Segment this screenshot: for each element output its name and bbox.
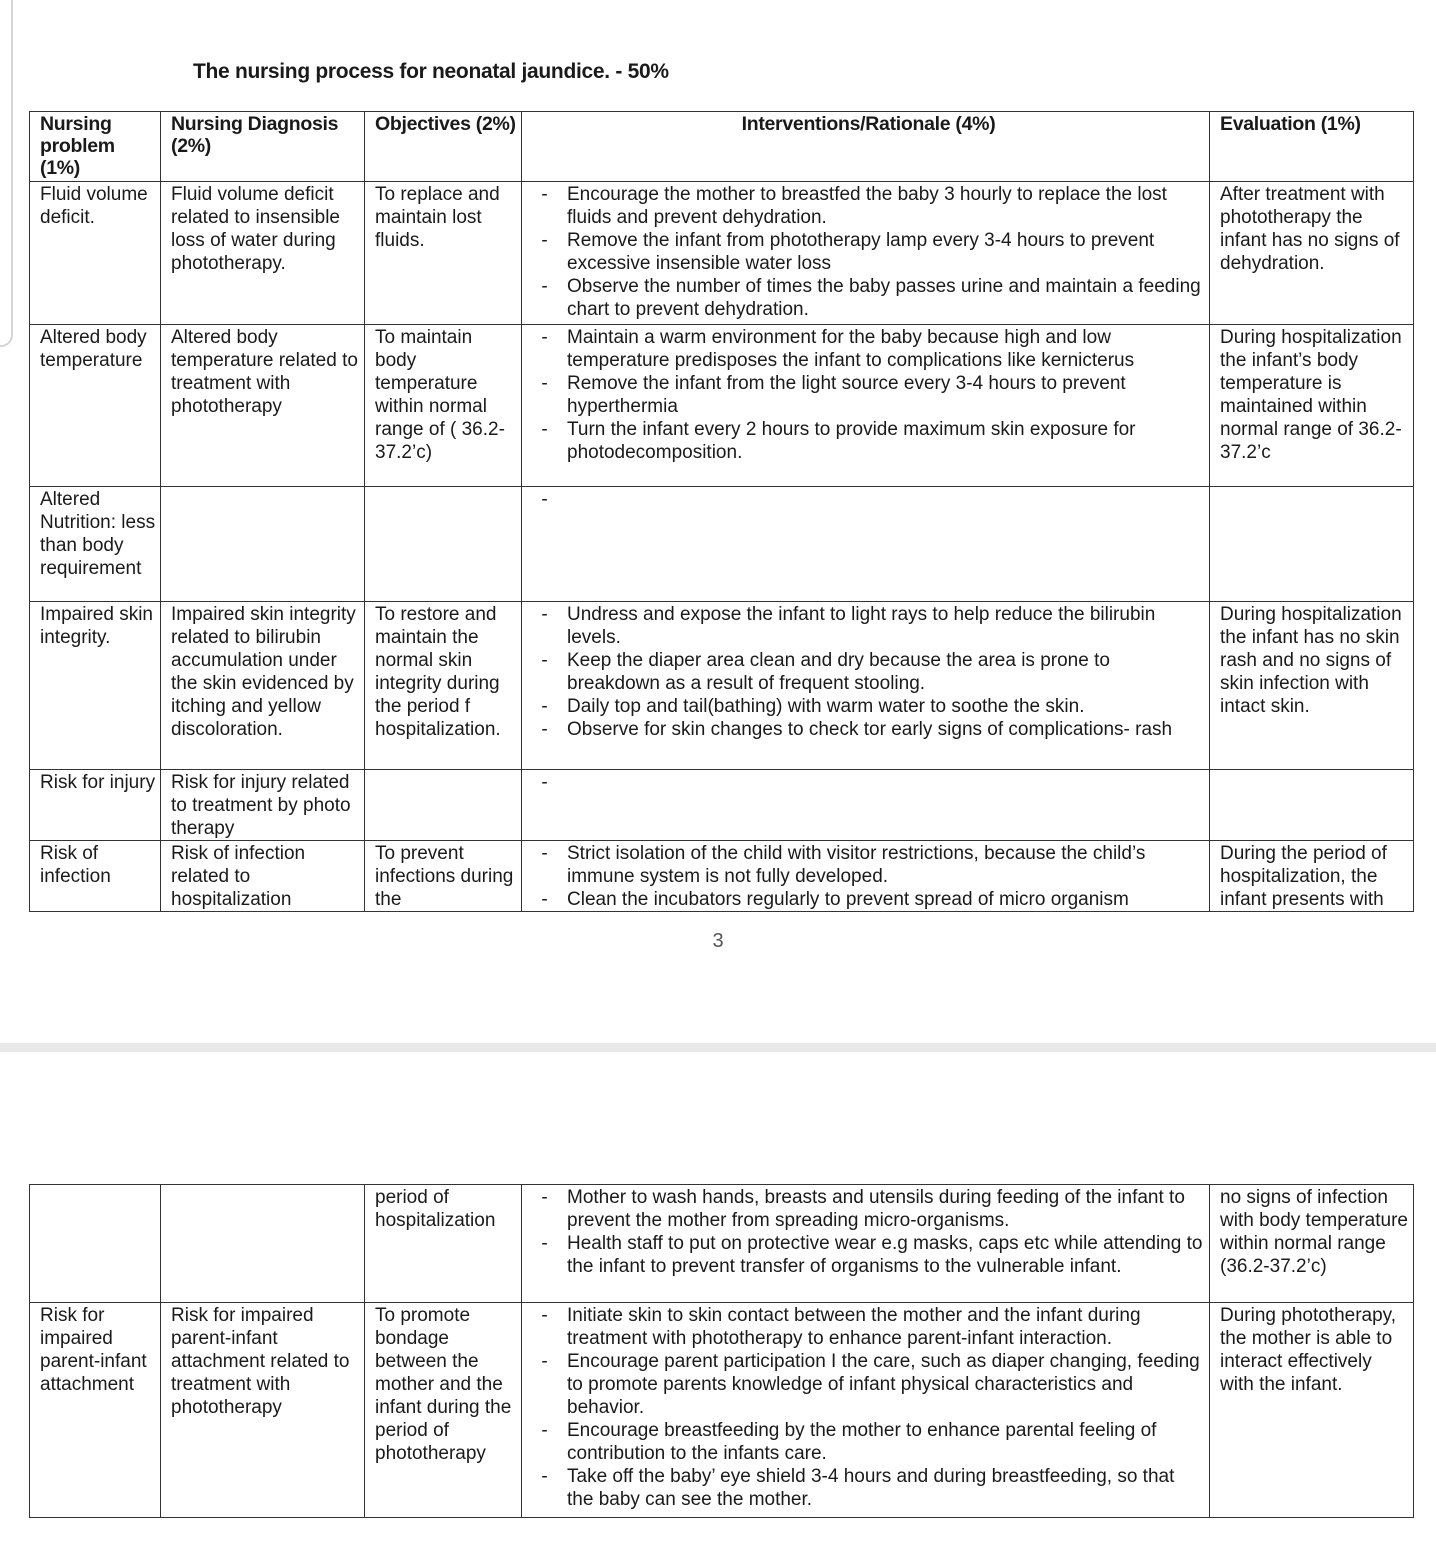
interventions-list: [522, 488, 1203, 511]
intervention-text: Encourage the mother to breastfed the baby 3 hourly to replace the lost fluids and prevent dehydration.: [567, 184, 1167, 228]
bullet-dash: -: [541, 1233, 548, 1254]
nursing-process-table: [29, 111, 1414, 912]
bullet-dash: -: [541, 1420, 548, 1441]
intervention-text: [567, 771, 1203, 794]
intervention-text: Remove the infant from phototherapy lamp every 3-4 hours to prevent excessive insensible water loss: [567, 230, 1155, 274]
nursing-problem-cell: Risk for injury: [30, 770, 161, 841]
intervention-text: Turn the infant every 2 hours to provide maximum skin exposure for photodecomposition.: [567, 419, 1136, 463]
objectives-cell: To prevent infections during the: [365, 841, 522, 912]
nursing-diagnosis-cell: [161, 487, 365, 602]
intervention-text: Initiate skin to skin contact between the mother and the infant during treatment with phototherapy to enhance parent-infant interaction.: [567, 1305, 1141, 1349]
evaluation-cell: After treatment with phototherapy the infant has no signs of dehydration.: [1210, 182, 1414, 325]
intervention-item: [522, 1419, 1203, 1465]
nursing-diagnosis-cell: Fluid volume deficit related to insensible loss of water during phototherapy.: [161, 182, 365, 325]
table-row: [30, 770, 1414, 841]
intervention-text: Encourage breastfeeding by the mother to enhance parental feeling of contribution to the infants care.: [567, 1420, 1157, 1464]
table-header-row: [30, 112, 1414, 182]
bullet-dash: -: [541, 650, 548, 671]
bullet-dash: -: [541, 1187, 548, 1208]
intervention-item: [522, 372, 1203, 418]
interventions-cell: [522, 1303, 1210, 1518]
interventions-cell: [522, 182, 1210, 325]
interventions-cell: [522, 487, 1210, 602]
interventions-list: [522, 603, 1203, 741]
nursing-problem-cell: Altered Nutrition: less than body requirement: [30, 487, 161, 602]
interventions-list: [522, 1304, 1203, 1511]
page-number: 3: [712, 930, 724, 952]
intervention-item: [522, 418, 1203, 464]
nursing-diagnosis-cell: Risk for injury related to treatment by photo therapy: [161, 770, 365, 841]
nursing-problem-cell: Fluid volume deficit.: [30, 182, 161, 325]
objectives-cell: [365, 487, 522, 602]
intervention-text: Strict isolation of the child with visitor restrictions, because the child’s immune system is not fully developed.: [567, 843, 1146, 887]
interventions-cell: [522, 325, 1210, 487]
bullet-dash: -: [541, 1351, 548, 1372]
evaluation-cell: [1210, 487, 1414, 602]
objectives-cell: To restore and maintain the normal skin integrity during the period f hospitalization.: [365, 602, 522, 770]
bullet-dash: -: [541, 843, 548, 864]
intervention-text: Mother to wash hands, breasts and utensils during feeding of the infant to prevent the mother from spreading micro-organisms.: [567, 1187, 1185, 1231]
intervention-item: [522, 649, 1203, 695]
intervention-item: [522, 1465, 1203, 1511]
bullet-dash: -: [541, 719, 548, 740]
intervention-item: [522, 275, 1203, 321]
table-body: [30, 182, 1414, 912]
intervention-text: Maintain a warm environment for the baby because high and low temperature predisposes the infant to complications like kernicterus: [567, 327, 1135, 371]
intervention-text: Keep the diaper area clean and dry because the area is prone to breakdown as a result of frequent stooling.: [567, 650, 1110, 694]
nursing-diagnosis-cell: Impaired skin integrity related to bilirubin accumulation under the skin evidenced by itching and yellow discoloration.: [161, 602, 365, 770]
intervention-text: Daily top and tail(bathing) with warm water to soothe the skin.: [567, 696, 1085, 717]
interventions-list: [522, 326, 1203, 464]
nursing-diagnosis-cell: [161, 1185, 365, 1303]
evaluation-cell: During hospitalization the infant’s body temperature is maintained within normal range of 36.2-37.2’c: [1210, 325, 1414, 487]
interventions-cell: [522, 770, 1210, 841]
bullet-dash: -: [541, 230, 548, 251]
nursing-problem-cell: Impaired skin integrity.: [30, 602, 161, 770]
table-body-continued: [30, 1185, 1414, 1518]
intervention-item: [522, 229, 1203, 275]
bullet-dash: -: [541, 1305, 548, 1326]
evaluation-cell: During phototherapy, the mother is able to interact effectively with the infant.: [1210, 1303, 1414, 1518]
nursing-problem-cell: Altered body temperature: [30, 325, 161, 487]
nursing-problem-cell: Risk for impaired parent-infant attachment: [30, 1303, 161, 1518]
header-interventions: Interventions/Rationale (4%): [522, 112, 1210, 182]
intervention-item: [522, 718, 1203, 741]
intervention-text: Observe for skin changes to check tor early signs of complications- rash: [567, 719, 1173, 740]
evaluation-cell: [1210, 770, 1414, 841]
page-separator: [0, 1043, 1436, 1052]
nursing-problem-cell: Risk of infection: [30, 841, 161, 912]
table-row: [30, 182, 1414, 325]
bullet-dash: -: [541, 419, 548, 440]
nursing-diagnosis-cell: Risk of infection related to hospitalization: [161, 841, 365, 912]
intervention-text: Observe the number of times the baby passes urine and maintain a feeding chart to prevent dehydration.: [567, 276, 1201, 320]
bullet-dash: -: [541, 772, 548, 793]
intervention-text: Undress and expose the infant to light rays to help reduce the bilirubin levels.: [567, 604, 1156, 648]
objectives-cell: period of hospitalization: [365, 1185, 522, 1303]
table-row: [30, 841, 1414, 912]
table-row: [30, 487, 1414, 602]
intervention-item: [522, 888, 1203, 911]
nursing-process-table-continued: [29, 1184, 1414, 1518]
interventions-cell: [522, 1185, 1210, 1303]
document-title: The nursing process for neonatal jaundice. - 50%: [193, 60, 669, 83]
bullet-dash: -: [541, 276, 548, 297]
intervention-item: [522, 326, 1203, 372]
intervention-text: Health staff to put on protective wear e.g masks, caps etc while attending to the infant to prevent transfer of organisms to the vulnerable infant.: [567, 1233, 1203, 1277]
objectives-cell: To promote bondage between the mother and the infant during the period of phototherapy: [365, 1303, 522, 1518]
interventions-list: [522, 1186, 1203, 1278]
table-row: [30, 1185, 1414, 1303]
intervention-text: Remove the infant from the light source every 3-4 hours to prevent hyperthermia: [567, 373, 1126, 417]
bullet-dash: -: [541, 373, 548, 394]
objectives-cell: [365, 770, 522, 841]
bullet-dash: -: [541, 489, 548, 510]
header-objectives: Objectives (2%): [365, 112, 522, 182]
intervention-item: [522, 771, 1203, 794]
page-edge-decoration: [0, 0, 13, 347]
bullet-dash: -: [541, 184, 548, 205]
intervention-text: Clean the incubators regularly to prevent spread of micro organism: [567, 889, 1129, 910]
intervention-item: [522, 842, 1203, 888]
interventions-cell: [522, 841, 1210, 912]
nursing-diagnosis-cell: Risk for impaired parent-infant attachment related to treatment with phototherapy: [161, 1303, 365, 1518]
intervention-item: [522, 1304, 1203, 1350]
table-row: [30, 1303, 1414, 1518]
bullet-dash: -: [541, 1466, 548, 1487]
nursing-diagnosis-cell: Altered body temperature related to treatment with phototherapy: [161, 325, 365, 487]
bullet-dash: -: [541, 889, 548, 910]
interventions-list: [522, 842, 1203, 911]
intervention-item: [522, 488, 1203, 511]
intervention-text: Take off the baby’ eye shield 3-4 hours and during breastfeeding, so that the baby can see the mother.: [567, 1466, 1175, 1510]
header-nursing-diagnosis: Nursing Diagnosis (2%): [161, 112, 365, 182]
header-nursing-problem: Nursing problem (1%): [30, 112, 161, 182]
intervention-item: [522, 183, 1203, 229]
evaluation-cell: During the period of hospitalization, the infant presents with: [1210, 841, 1414, 912]
nursing-problem-cell: [30, 1185, 161, 1303]
evaluation-cell: During hospitalization the infant has no skin rash and no signs of skin infection with intact skin.: [1210, 602, 1414, 770]
bullet-dash: -: [541, 604, 548, 625]
interventions-cell: [522, 602, 1210, 770]
intervention-item: [522, 695, 1203, 718]
intervention-item: [522, 1186, 1203, 1232]
intervention-text: Encourage parent participation I the care, such as diaper changing, feeding to promote parents knowledge of infant physical characteristics and behavior.: [567, 1351, 1200, 1418]
bullet-dash: -: [541, 696, 548, 717]
objectives-cell: To replace and maintain lost fluids.: [365, 182, 522, 325]
interventions-list: [522, 771, 1203, 794]
intervention-item: [522, 1350, 1203, 1419]
table-row: [30, 602, 1414, 770]
intervention-text: [567, 488, 1203, 511]
objectives-cell: To maintain body temperature within normal range of ( 36.2-37.2’c): [365, 325, 522, 487]
interventions-list: [522, 183, 1203, 321]
header-evaluation: Evaluation (1%): [1210, 112, 1414, 182]
intervention-item: [522, 1232, 1203, 1278]
table-row: [30, 325, 1414, 487]
intervention-item: [522, 603, 1203, 649]
evaluation-cell: no signs of infection with body temperature within normal range (36.2-37.2’c): [1210, 1185, 1414, 1303]
bullet-dash: -: [541, 327, 548, 348]
